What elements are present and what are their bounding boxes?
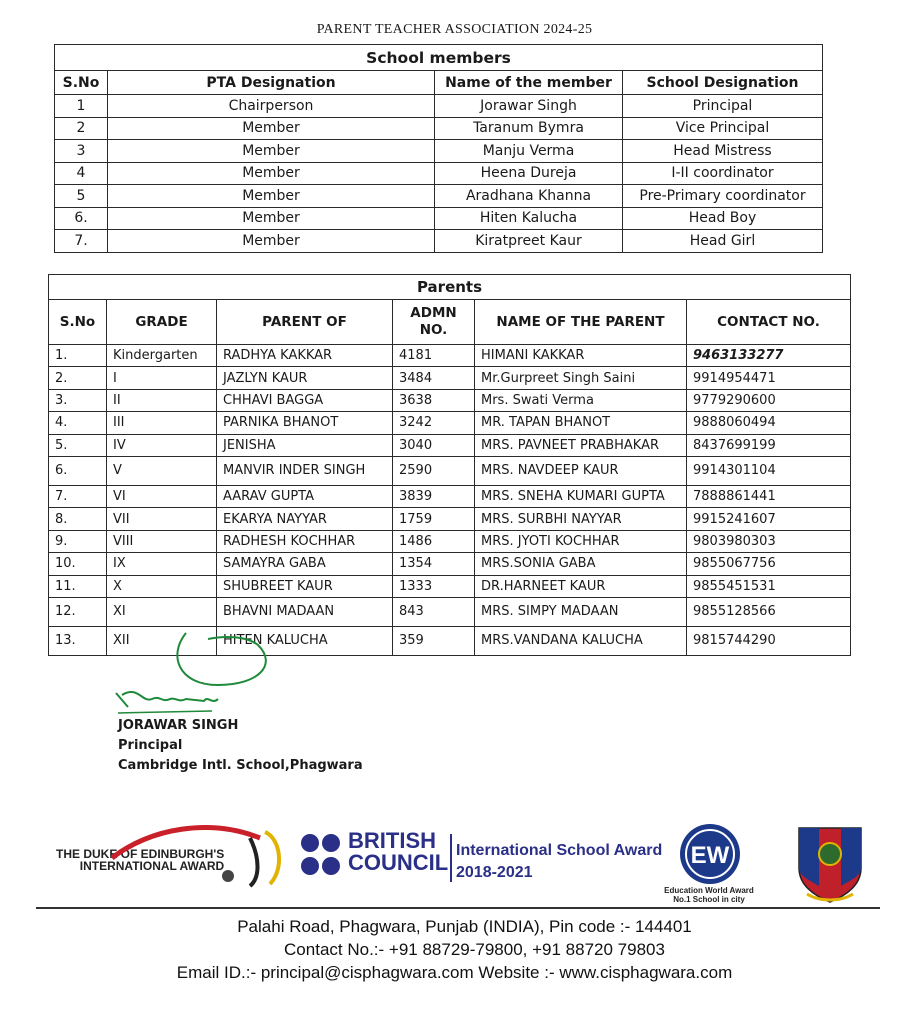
signatory-block bbox=[118, 716, 363, 776]
cell-member-name: Aradhana Khanna bbox=[435, 185, 623, 208]
cell-contact: 8437699199 bbox=[687, 434, 851, 456]
school-crest-icon bbox=[795, 824, 865, 904]
cell-member-name: Hiten Kalucha bbox=[435, 207, 623, 230]
cell-sno: 5. bbox=[49, 434, 107, 456]
cell-contact: 9803980303 bbox=[687, 530, 851, 552]
duke-line1: THE DUKE OF EDINBURGH'S bbox=[56, 847, 225, 861]
ew-caption2: No.1 School in city bbox=[673, 895, 745, 904]
cell-contact: 7888861441 bbox=[687, 485, 851, 507]
cell-contact: 9888060494 bbox=[687, 412, 851, 434]
cell-school-designation: Head Girl bbox=[623, 230, 823, 253]
table-row bbox=[49, 597, 851, 626]
cell-sno: 4 bbox=[55, 162, 108, 185]
cell-parent-name: DR.HARNEET KAUR bbox=[475, 575, 687, 597]
bc-line2: COUNCIL bbox=[348, 850, 449, 875]
table-row bbox=[49, 367, 851, 389]
table-row bbox=[49, 434, 851, 456]
cell-contact: 9855067756 bbox=[687, 553, 851, 575]
cell-member-name: Kiratpreet Kaur bbox=[435, 230, 623, 253]
cell-admn-no: 3638 bbox=[393, 389, 475, 411]
footer-contact: Contact No.:- +91 88729-79800, +91 88720 79803 bbox=[284, 940, 665, 959]
table-row bbox=[49, 530, 851, 552]
table-row bbox=[49, 575, 851, 597]
cell-sno: 3. bbox=[49, 389, 107, 411]
col-header-school-designation: School Designation bbox=[623, 71, 823, 95]
cell-sno: 4. bbox=[49, 412, 107, 434]
cell-parent-name: MRS. NAVDEEP KAUR bbox=[475, 456, 687, 485]
british-council-dots-icon bbox=[300, 832, 342, 878]
cell-grade: IX bbox=[107, 553, 217, 575]
cell-member-name: Jorawar Singh bbox=[435, 95, 623, 118]
parents-table bbox=[48, 274, 851, 656]
cell-school-designation: Vice Principal bbox=[623, 117, 823, 140]
cell-sno: 8. bbox=[49, 508, 107, 530]
cell-sno: 3 bbox=[55, 140, 108, 163]
cell-parent-name: MR. TAPAN BHANOT bbox=[475, 412, 687, 434]
affiliation-logos bbox=[0, 810, 909, 910]
cell-contact: 9914954471 bbox=[687, 367, 851, 389]
cell-parent-of: RADHESH KOCHHAR bbox=[217, 530, 393, 552]
cell-contact: 9779290600 bbox=[687, 389, 851, 411]
cell-grade: Kindergarten bbox=[107, 345, 217, 367]
cell-parent-of: MANVIR INDER SINGH bbox=[217, 456, 393, 485]
cell-parent-name: MRS.SONIA GABA bbox=[475, 553, 687, 575]
cell-pta-designation: Member bbox=[108, 117, 435, 140]
cell-admn-no: 1333 bbox=[393, 575, 475, 597]
table-row bbox=[49, 456, 851, 485]
table-row bbox=[49, 412, 851, 434]
cell-contact: 9855128566 bbox=[687, 597, 851, 626]
cell-member-name: Manju Verma bbox=[435, 140, 623, 163]
cell-parent-name: MRS. SURBHI NAYYAR bbox=[475, 508, 687, 530]
col-header-member-name: Name of the member bbox=[435, 71, 623, 95]
cell-grade: VII bbox=[107, 508, 217, 530]
col-header-sno: S.No bbox=[49, 300, 107, 345]
cell-parent-name: Mr.Gurpreet Singh Saini bbox=[475, 367, 687, 389]
cell-sno: 11. bbox=[49, 575, 107, 597]
cell-sno: 6. bbox=[49, 456, 107, 485]
duke-line2: INTERNATIONAL AWARD bbox=[79, 859, 225, 873]
cell-sno: 2 bbox=[55, 117, 108, 140]
cell-admn-no: 1759 bbox=[393, 508, 475, 530]
table-row bbox=[55, 95, 823, 118]
cell-sno: 1 bbox=[55, 95, 108, 118]
footer-email-website: Email ID.:- principal@cisphagwara.com Website :- www.cisphagwara.com bbox=[176, 963, 733, 982]
cell-school-designation: Principal bbox=[623, 95, 823, 118]
cell-admn-no: 3839 bbox=[393, 485, 475, 507]
principal-signature bbox=[108, 625, 288, 725]
cell-parent-name: Mrs. Swati Verma bbox=[475, 389, 687, 411]
cell-member-name: Taranum Bymra bbox=[435, 117, 623, 140]
bc-line1: BRITISH bbox=[348, 828, 436, 853]
col-header-admn-no bbox=[393, 300, 475, 345]
cell-admn-no: 1486 bbox=[393, 530, 475, 552]
cell-grade: III bbox=[107, 412, 217, 434]
cell-grade: II bbox=[107, 389, 217, 411]
cell-grade: VI bbox=[107, 485, 217, 507]
cell-sno: 7. bbox=[55, 230, 108, 253]
isa-line2: 2018-2021 bbox=[456, 864, 533, 881]
british-council-wordmark bbox=[348, 830, 448, 874]
cell-admn-no: 2590 bbox=[393, 456, 475, 485]
footer-address: Palahi Road, Phagwara, Punjab (INDIA), Pin code :- 144401 bbox=[237, 917, 692, 936]
cell-pta-designation: Member bbox=[108, 185, 435, 208]
cell-pta-designation: Member bbox=[108, 162, 435, 185]
ew-letters: EW bbox=[690, 842, 730, 869]
table-row bbox=[49, 345, 851, 367]
signatory-role: Principal bbox=[118, 738, 183, 753]
cell-school-designation: Pre-Primary coordinator bbox=[623, 185, 823, 208]
table-row bbox=[55, 207, 823, 230]
international-school-award bbox=[456, 840, 662, 884]
cell-grade: VIII bbox=[107, 530, 217, 552]
cell-admn-no: 1354 bbox=[393, 553, 475, 575]
col-header-contact: CONTACT NO. bbox=[687, 300, 851, 345]
cell-admn-no: 3242 bbox=[393, 412, 475, 434]
col-header-sno: S.No bbox=[55, 71, 108, 95]
cell-parent-name: MRS. JYOTI KOCHHAR bbox=[475, 530, 687, 552]
cell-parent-of: SAMAYRA GABA bbox=[217, 553, 393, 575]
cell-sno: 7. bbox=[49, 485, 107, 507]
cell-sno: 13. bbox=[49, 626, 107, 655]
logo-divider bbox=[450, 834, 452, 882]
table-row bbox=[55, 185, 823, 208]
col-header-grade: GRADE bbox=[107, 300, 217, 345]
admn-no-label: ADMN NO. bbox=[410, 305, 457, 338]
cell-school-designation: Head Mistress bbox=[623, 140, 823, 163]
cell-parent-of: RADHYA KAKKAR bbox=[217, 345, 393, 367]
isa-line1: International School Award bbox=[456, 842, 663, 859]
cell-sno: 1. bbox=[49, 345, 107, 367]
cell-grade: X bbox=[107, 575, 217, 597]
cell-sno: 12. bbox=[49, 597, 107, 626]
cell-parent-of: SHUBREET KAUR bbox=[217, 575, 393, 597]
duke-award-swoosh-icon bbox=[110, 818, 290, 888]
cell-parent-name: MRS. SIMPY MADAAN bbox=[475, 597, 687, 626]
document-title: PARENT TEACHER ASSOCIATION 2024-25 bbox=[316, 22, 593, 37]
col-header-parent-name: NAME OF THE PARENT bbox=[475, 300, 687, 345]
cell-school-designation: I-II coordinator bbox=[623, 162, 823, 185]
cell-grade: XI bbox=[107, 597, 217, 626]
cell-contact: 9855451531 bbox=[687, 575, 851, 597]
cell-parent-of: BHAVNI MADAAN bbox=[217, 597, 393, 626]
cell-school-designation: Head Boy bbox=[623, 207, 823, 230]
table-row bbox=[49, 508, 851, 530]
col-header-pta-designation: PTA Designation bbox=[108, 71, 435, 95]
education-world-caption bbox=[650, 886, 768, 904]
cell-parent-of: AARAV GUPTA bbox=[217, 485, 393, 507]
table-row bbox=[55, 117, 823, 140]
cell-member-name: Heena Dureja bbox=[435, 162, 623, 185]
cell-parent-name: HIMANI KAKKAR bbox=[475, 345, 687, 367]
cell-parent-of: HITEN KALUCHA bbox=[217, 626, 393, 655]
cell-grade: XII bbox=[107, 626, 217, 655]
col-header-parent-of: PARENT OF bbox=[217, 300, 393, 345]
cell-contact: 9463133277 bbox=[687, 345, 851, 367]
cell-grade: I bbox=[107, 367, 217, 389]
cell-admn-no: 3484 bbox=[393, 367, 475, 389]
cell-parent-of: EKARYA NAYYAR bbox=[217, 508, 393, 530]
table-row bbox=[55, 140, 823, 163]
cell-contact: 9914301104 bbox=[687, 456, 851, 485]
table-row bbox=[49, 485, 851, 507]
signatory-school: Cambridge Intl. School,Phagwara bbox=[118, 758, 363, 773]
school-members-caption: School members bbox=[55, 45, 823, 71]
cell-grade: V bbox=[107, 456, 217, 485]
signatory-name: JORAWAR SINGH bbox=[118, 718, 239, 733]
cell-grade: IV bbox=[107, 434, 217, 456]
table-row bbox=[55, 230, 823, 253]
cell-pta-designation: Member bbox=[108, 207, 435, 230]
education-world-logo-icon bbox=[677, 822, 743, 886]
cell-sno: 5 bbox=[55, 185, 108, 208]
cell-contact: 9915241607 bbox=[687, 508, 851, 530]
cell-parent-name: MRS. SNEHA KUMARI GUPTA bbox=[475, 485, 687, 507]
cell-parent-of: JAZLYN KAUR bbox=[217, 367, 393, 389]
footer-divider bbox=[36, 907, 880, 909]
cell-pta-designation: Member bbox=[108, 230, 435, 253]
cell-pta-designation: Chairperson bbox=[108, 95, 435, 118]
table-row bbox=[55, 162, 823, 185]
cell-parent-of: CHHAVI BAGGA bbox=[217, 389, 393, 411]
table-row bbox=[49, 389, 851, 411]
cell-sno: 10. bbox=[49, 553, 107, 575]
cell-parent-of: PARNIKA BHANOT bbox=[217, 412, 393, 434]
cell-pta-designation: Member bbox=[108, 140, 435, 163]
table-row bbox=[49, 553, 851, 575]
cell-admn-no: 843 bbox=[393, 597, 475, 626]
cell-sno: 6. bbox=[55, 207, 108, 230]
school-members-table bbox=[54, 44, 823, 253]
cell-contact: 9815744290 bbox=[687, 626, 851, 655]
parents-caption: Parents bbox=[49, 275, 851, 300]
footer bbox=[0, 915, 909, 984]
ew-caption1: Education World Award bbox=[664, 886, 754, 895]
cell-admn-no: 3040 bbox=[393, 434, 475, 456]
cell-admn-no: 359 bbox=[393, 626, 475, 655]
cell-parent-name: MRS.VANDANA KALUCHA bbox=[475, 626, 687, 655]
cell-sno: 2. bbox=[49, 367, 107, 389]
cell-sno: 9. bbox=[49, 530, 107, 552]
cell-parent-of: JENISHA bbox=[217, 434, 393, 456]
cell-parent-name: MRS. PAVNEET PRABHAKAR bbox=[475, 434, 687, 456]
cell-admn-no: 4181 bbox=[393, 345, 475, 367]
